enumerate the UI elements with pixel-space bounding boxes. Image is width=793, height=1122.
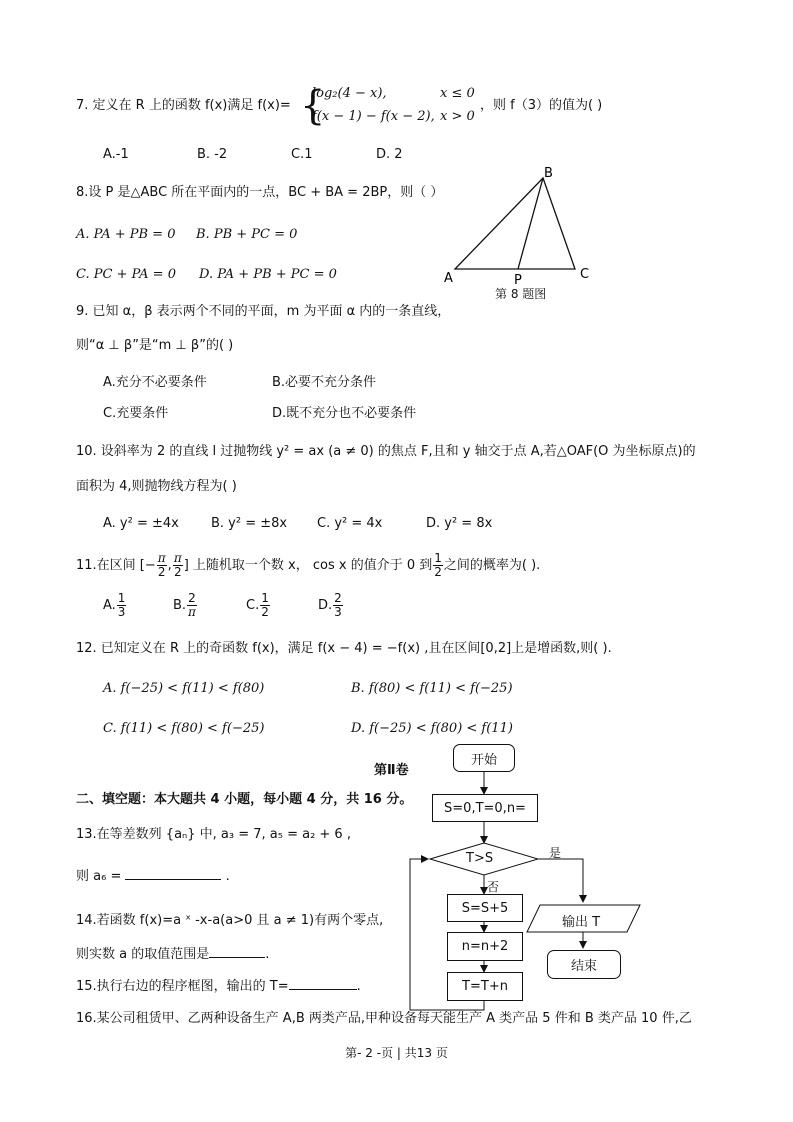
q8-figure-caption: 第 8 题图 [495, 287, 547, 301]
flowchart-cond: T>S [466, 851, 494, 866]
q10-stem2: 面积为 4,则抛物线方程为( ) [76, 479, 237, 494]
q10-option-d: D. y² = 8x [426, 516, 493, 531]
part2-title: 第Ⅱ卷 [374, 763, 409, 778]
q7-option-d: D. 2 [376, 147, 403, 162]
flowchart-output: 输出 T [562, 915, 601, 930]
q12-stem: 12. 已知定义在 R 上的奇函数 f(x)，满足 f(x − 4) = −f(x) ,且在区间[0,2]上是增函数,则( ). [76, 641, 612, 656]
flowchart-step-s: S=S+5 [447, 894, 523, 922]
q13-answer-line: 则 a₆ = . [76, 869, 230, 884]
q11-stem: 11.在区间 [− $\frac{\pi}{2}$ , $\frac{\pi}{2}$ ] 上随机取一个数 x， cos x 的值介于 0 到 $\frac{1}{2}$ 之间的概率为( ). [76, 551, 541, 579]
q7-option-c: C.1 [291, 147, 313, 162]
q14-answer-line: 则实数 a 的取值范围是 . [76, 947, 270, 962]
q16-stem: 16.某公司租赁甲、乙两种设备生产 A,B 两类产品,甲种设备每天能生产 A 类产品 5 件和 B 类产品 10 件,乙 [76, 1011, 692, 1026]
section2-title: 二、填空题：本大题共 4 小题，每小题 4 分，共 16 分。 [76, 792, 413, 807]
q10-option-c: C. y² = 4x [317, 516, 383, 531]
q9-option-b: B.必要不充分条件 [272, 375, 377, 390]
q8-label-c: C [580, 267, 590, 282]
q8-option-b: B. PB + PC = 0 [196, 227, 298, 242]
q15-stem: 15.执行右边的程序框图，输出的 T= . [76, 979, 361, 994]
q9-option-c: C.充要条件 [103, 406, 169, 421]
flowchart-no-label: 否 [487, 880, 500, 894]
q9-option-d: D.既不充分也不必要条件 [272, 406, 417, 421]
q13-stem: 13.在等差数列 {aₙ} 中, a₃ = 7, a₅ = a₂ + 6 , [76, 827, 351, 842]
flowchart-step-n: n=n+2 [447, 932, 523, 961]
q10-stem: 10. 设斜率为 2 的直线 l 过抛物线 y² = ax (a ≠ 0) 的焦点 F,且和 y 轴交于点 A,若△OAF(O 为坐标原点)的 [76, 444, 696, 459]
q8-label-p: P [514, 273, 522, 288]
page-footer: 第- 2 -页 | 共13 页 [345, 1046, 448, 1060]
q7-case2-cond: x > 0 [440, 109, 475, 124]
flowchart-yes-label: 是 [549, 846, 562, 860]
q11-option-b: B. $\frac{2}{\pi}$ [173, 591, 196, 619]
q9-stem2: 则“α ⊥ β”是“m ⊥ β”的( ) [76, 338, 234, 353]
q7-stem-suffix: ，则 f（3）的值为( ) [480, 98, 603, 113]
q8-option-d: D. PA + PB + PC = 0 [199, 267, 337, 282]
q8-option-a: A. PA + PB = 0 [76, 227, 176, 242]
q12-option-b: B. f(80) < f(11) < f(−25) [351, 681, 513, 696]
q8-option-c: C. PC + PA = 0 [76, 267, 176, 282]
q11-option-c: C. $\frac{1}{2}$ [246, 591, 269, 619]
q7-piecewise-brace: { [300, 83, 326, 129]
q12-option-c: C. f(11) < f(80) < f(−25) [103, 721, 265, 736]
q14-stem: 14.若函数 f(x)=a ˣ -x-a(a>0 且 a ≠ 1)有两个零点, [76, 913, 384, 928]
q7-option-a: A.-1 [103, 147, 129, 162]
flowchart-init: S=0,T=0,n= [432, 794, 538, 822]
q9-stem: 9. 已知 α，β 表示两个不同的平面，m 为平面 α 内的一条直线， [76, 304, 451, 319]
q10-option-a: A. y² = ±4x [103, 516, 179, 531]
q11-option-d: D. $\frac{2}{3}$ [318, 591, 342, 619]
q7-case1-cond: x ≤ 0 [440, 86, 475, 101]
q7-stem: 7. 定义在 R 上的函数 f(x)满足 f(x)= [76, 98, 291, 113]
q8-label-b: B [544, 166, 553, 181]
flowchart-start: 开始 [453, 744, 515, 772]
flowchart-step-t: T=T+n [447, 972, 523, 1001]
q12-option-d: D. f(−25) < f(80) < f(11) [351, 721, 513, 736]
q11-option-a: A. $\frac{1}{3}$ [103, 591, 126, 619]
q12-option-a: A. f(−25) < f(11) < f(80) [103, 681, 265, 696]
q10-option-b: B. y² = ±8x [211, 516, 288, 531]
q8-stem: 8.设 P 是△ABC 所在平面内的一点，BC + BA = 2BP，则（ ） [76, 185, 444, 200]
q8-label-a: A [444, 271, 453, 286]
flowchart-end: 结束 [547, 950, 621, 979]
q7-option-b: B. -2 [197, 147, 228, 162]
q7-case1: log₂(4 − x), [312, 86, 387, 101]
q7-case2: f(x − 1) − f(x − 2), [312, 109, 435, 124]
q9-option-a: A.充分不必要条件 [103, 375, 207, 390]
